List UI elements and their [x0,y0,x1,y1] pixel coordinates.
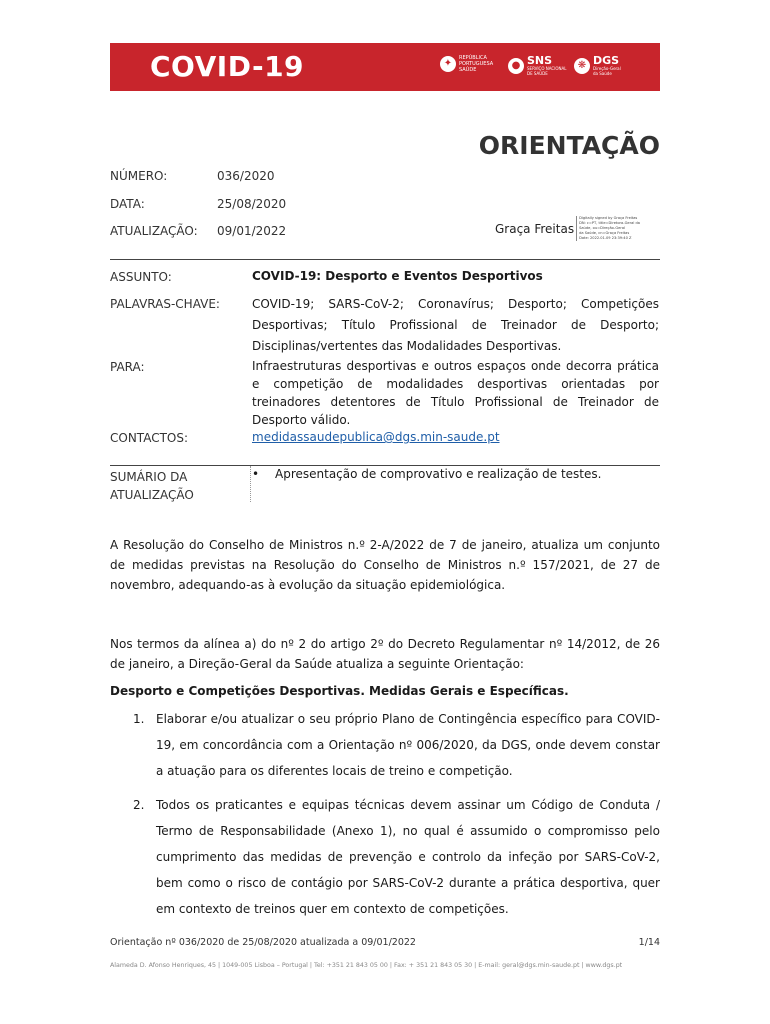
logo-text: DGS [593,54,620,67]
section-heading: Desporto e Competições Desportivas. Medidas Gerais e Específicas. [110,684,569,698]
logo-text: REPÚBLICA [459,55,487,61]
palavras-chave-value: COVID-19; SARS-CoV-2; Coronavírus; Desporto; Competições Desportivas; Título Profissional de Treinador de Desporto; Disciplinas/vertentes das Modalidades Desportivas. [252,297,659,353]
summary-label-line: SUMÁRIO DA [110,470,188,484]
logo-text: SNS [527,54,553,67]
contact-email-link[interactable]: medidassaudepublica@dgs.min-saude.pt [252,430,500,444]
logo-text: PORTUGUESA [459,61,494,67]
para-label: PARA: [110,360,145,374]
data-value: 25/08/2020 [217,197,287,211]
signature-details [576,216,649,241]
para-value: Infraestruturas desportivas e outros espaços onde decorra prática e competição de modalidades desportivas orientadas por treinadores detentores de Título Profissional de Treinador de Desporto válido. [252,359,659,427]
palavras-chave-label: PALAVRAS-CHAVE: [110,297,220,311]
list-text: Elaborar e/ou atualizar o seu próprio Plano de Contingência específico para COVID-19, em concordância com a Orientação nº 006/2020, da DGS, onde devem constar a atuação para os diferentes locais de treino e competição. [156,712,660,778]
logo-text: SERVIÇO NACIONAL [527,66,567,71]
signature-line: Digitally signed by Graça Freitas [579,216,638,220]
numero-label: NÚMERO: [110,169,168,183]
header-banner [110,43,660,91]
bullet-icon: • [252,467,260,481]
signature-line: Saúde, ou=Direção-Geral [579,226,626,230]
data-label: DATA: [110,197,145,211]
summary-item: Apresentação de comprovativo e realização de testes. [275,467,602,481]
banner-title: COVID-19 [150,50,305,83]
data-row [110,197,286,211]
atualizacao-row [110,224,286,238]
list-item [133,706,660,784]
numero-value: 036/2020 [217,169,275,183]
list-text: Todos os praticantes e equipas técnicas devem assinar um Código de Conduta / Termo de Responsabilidade (Anexo 1), no qual é assumido o compromisso pelo cumprimento das medidas de prevenção e controlo da infeção por SARS-CoV-2, bem como o risco de contágio por SARS-CoV-2 durante a prática desportiva, quer em contexto de treinos quer em contexto de competições. [156,798,660,916]
summary-label [110,468,194,504]
assunto-value: COVID-19: Desporto e Eventos Desportivos [252,269,543,283]
sns-icon: ● [508,58,524,74]
digital-signature [495,216,649,241]
sns-logo [508,55,567,76]
footer-address: Alameda D. Afonso Henriques, 45 | 1049-005 Lisboa – Portugal | Tel: +351 21 843 05 00 | Fax: + 351 21 843 05 30 | E-mail: geral@dgs.min-saude.pt | www.dgs.pt [110,962,623,969]
legal-paragraph: Nos termos da alínea a) do nº 2 do artigo 2º do Decreto Regulamentar nº 14/2012, de 26 de janeiro, a Direção-Geral da Saúde atualiza a seguinte Orientação: [110,637,660,671]
list-number: 2. [133,798,145,812]
atualizacao-label: ATUALIZAÇÃO: [110,224,198,238]
signer-name: Graça Freitas [495,221,575,236]
logo-text: SAÚDE [459,67,477,73]
dgs-logo [574,55,621,76]
dgs-icon: ❋ [574,58,590,74]
signature-line: da Saúde, cn=Graça Freitas [579,231,630,235]
logo-text: Direção-Geral [593,66,621,71]
summary-label-line: ATUALIZAÇÃO [110,488,194,502]
divider [110,259,660,260]
assunto-label: ASSUNTO: [110,270,172,284]
republica-portuguesa-logo [440,55,493,73]
divider [110,465,660,466]
intro-paragraph: A Resolução do Conselho de Ministros n.º 2-A/2022 de 7 de janeiro, atualiza um conjunto de medidas previstas na Resolução do Conselho de Ministros n.º 157/2021, de 27 de novembro, adequando-as à evolução da situação epidemiológica. [110,538,660,592]
contactos-label: CONTACTOS: [110,431,189,445]
footer-reference: Orientação nº 036/2020 de 25/08/2020 atualizada a 09/01/2022 [110,937,416,948]
logo-text: DE SAÚDE [527,71,548,76]
atualizacao-value: 09/01/2022 [217,224,287,238]
signature-line: DN: c=PT, title=Diretora-Geral da [579,221,640,225]
numero-row [110,169,275,183]
page-number: 1/14 [638,937,660,948]
signature-line: Date: 2022.01.09 23:39:40 Z [579,236,632,240]
logo-text: da Saúde [593,71,612,76]
document-type-title: ORIENTAÇÃO [478,131,660,160]
list-item [133,792,660,922]
list-number: 1. [133,712,145,726]
republica-portuguesa-icon: ✦ [440,56,456,72]
contactos-value [252,428,659,446]
